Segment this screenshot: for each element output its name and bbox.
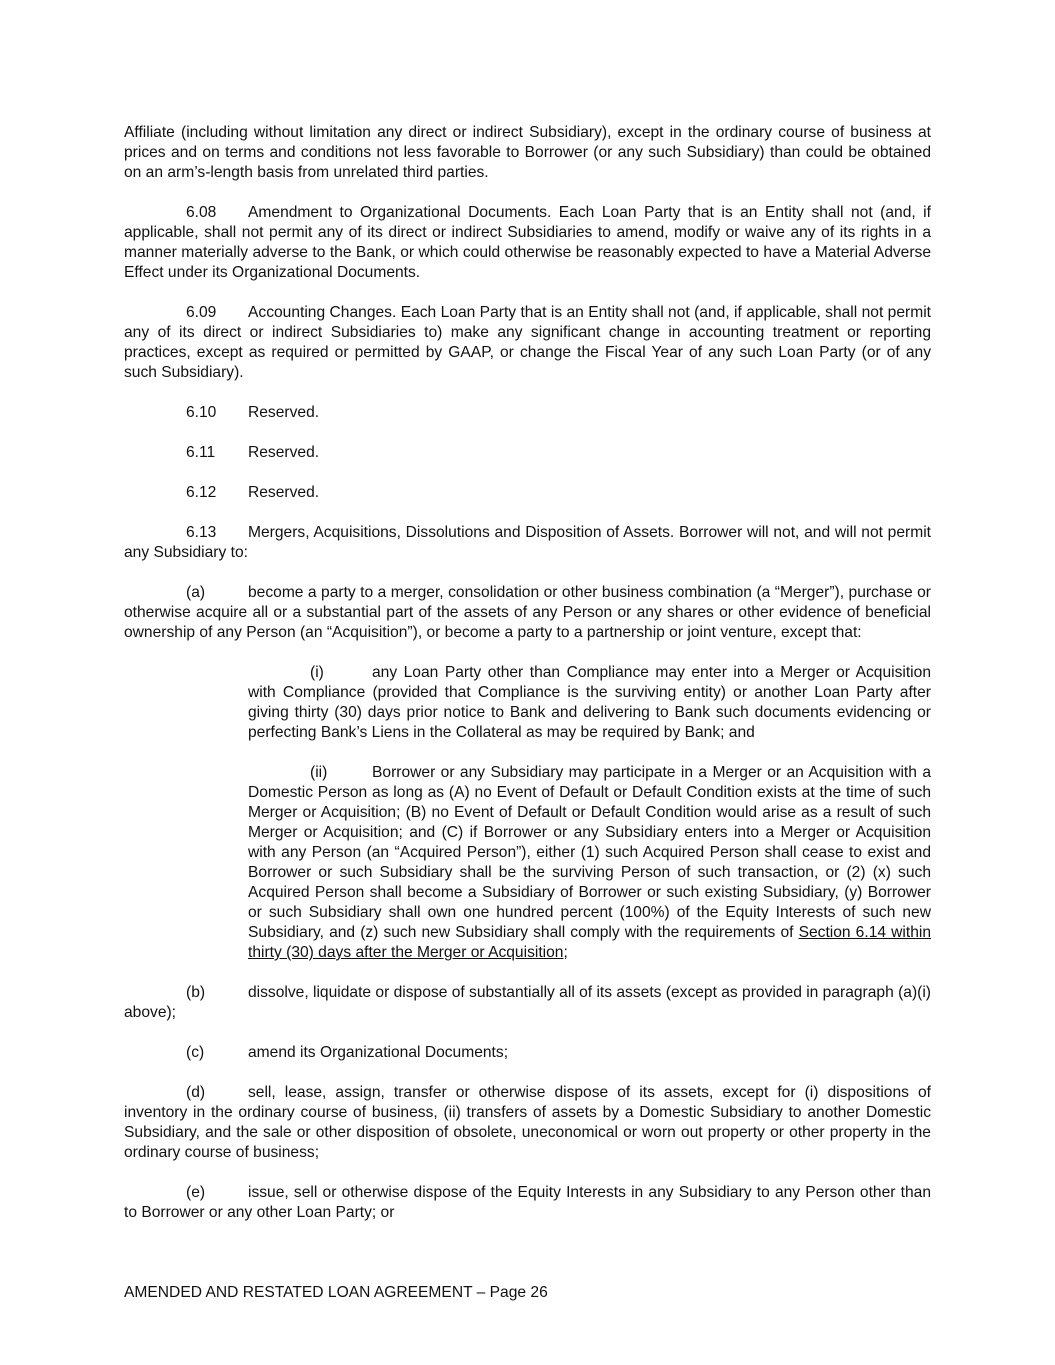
section-text: Reserved. bbox=[248, 404, 320, 421]
section-6-12 bbox=[124, 483, 931, 503]
section-text: Reserved. bbox=[248, 444, 320, 461]
section-6-13 bbox=[124, 523, 931, 563]
clause-text: sell, lease, assign, transfer or otherwise dispose of its assets, except for (i) dispositions of inventory in the ordinary course of business, (ii) transfers of assets by a Domestic Subsidiary to another Domestic Subsidiary, and the sale or other disposition of obsolete, uneconomical or worn out property or other property in the ordinary course of business; bbox=[124, 1084, 931, 1161]
section-heading: Mergers, Acquisitions, Dissolutions and Disposition of Assets. bbox=[248, 524, 675, 541]
clause-label: (e) bbox=[186, 1184, 206, 1201]
section-number: 6.12 bbox=[186, 484, 217, 501]
section-number: 6.09 bbox=[186, 304, 217, 321]
section-text: Each Loan Party that is an Entity shall not (and, if applicable, shall not permit any of its direct or indirect Subsidiaries to) make any significant change in accounting treatment or reporting practices, except as required or permitted by GAAP, or change the Fiscal Year of any such Loan Party (or of any such Subsidiary). bbox=[124, 304, 931, 381]
clause-a bbox=[124, 583, 931, 643]
clause-c bbox=[124, 1043, 931, 1063]
page-footer: AMENDED AND RESTATED LOAN AGREEMENT – Page 26 bbox=[124, 1284, 548, 1301]
section-number: 6.08 bbox=[186, 204, 217, 221]
clause-text: issue, sell or otherwise dispose of the Equity Interests in any Subsidiary to any Person other than to Borrower or any other Loan Party; or bbox=[124, 1184, 931, 1221]
section-reference: Section 6.14 within thirty (30) days after the Merger or Acquisition bbox=[248, 924, 931, 961]
section-text: Reserved. bbox=[248, 484, 320, 501]
clause-b bbox=[124, 983, 931, 1023]
clause-text: amend its Organizational Documents; bbox=[248, 1044, 509, 1061]
clause-label: (i) bbox=[310, 664, 324, 681]
clause-label: (d) bbox=[186, 1084, 206, 1101]
section-6-08 bbox=[124, 203, 931, 283]
intro-paragraph: Affiliate (including without limitation any direct or indirect Subsidiary), except in the ordinary course of business at prices and on terms and conditions not less favorable to Borrower (or any such Subsidiary) than could be obtained on an arm’s-length basis from unrelated third parties. bbox=[124, 124, 931, 181]
section-number: 6.13 bbox=[186, 524, 217, 541]
clause-text: become a party to a merger, consolidation or other business combination (a “Merger”), purchase or otherwise acquire all or a substantial part of the assets of any Person or any shares or other evidence of beneficial ownership of any Person (an “Acquisition”), or become a party to a partnership or joint venture, except that: bbox=[124, 584, 931, 641]
clause-text: any Loan Party other than Compliance may enter into a Merger or Acquisition with Compliance (provided that Compliance is the surviving entity) or another Loan Party after giving thirty (30) days prior notice to Bank and delivering to Bank such documents evidencing or perfecting Bank’s Liens in the Collateral as may be required by Bank; and bbox=[248, 664, 931, 741]
clause-text: Borrower or any Subsidiary may participate in a Merger or an Acquisition with a Domestic Person as long as (A) no Event of Default or Default Condition exists at the time of such Merger or Acquisition; (B) no Event of Default or Default Condition would arise as a result of such Merger or Acquisition; and (C) if Borrower or any Subsidiary enters into a Merger or Acquisition with any Person (an “Acquired Person”), either (1) such Acquired Person shall cease to exist and Borrower or such Subsidiary shall be the surviving Person of such transaction, or (2) (x) such Acquired Person shall become a Subsidiary of Borrower or such existing Subsidiary, (y) Borrower or such Subsidiary shall own one hundred percent (100%) of the Equity Interests of such new Subsidiary, and (z) such new Subsidiary shall comply with the requirements of bbox=[248, 764, 931, 941]
section-heading: Accounting Changes. bbox=[248, 304, 397, 321]
section-heading: Amendment to Organizational Documents. bbox=[248, 204, 552, 221]
section-text: Each Loan Party that is an Entity shall not (and, if applicable, shall not permit any of its direct or indirect Subsidiaries to amend, modify or waive any of its rights in a manner materially adverse to the Bank, or which could otherwise be reasonably expected to have a Material Adverse Effect under its Organizational Documents. bbox=[124, 204, 931, 281]
section-6-11 bbox=[124, 443, 931, 463]
section-number: 6.10 bbox=[186, 404, 217, 421]
clause-a-i bbox=[248, 663, 931, 743]
section-number: 6.11 bbox=[186, 444, 216, 461]
clause-label: (ii) bbox=[310, 764, 328, 781]
clause-a-ii: (ii) Borrower or any Subsidiary may participate in a Merger or an Acquisition with a Domestic Person as long as (A) no Event of Default or Default Condition exists at the time of such Merger or Acquisition; (B) no Event of Default or Default Condition would arise as a result of such Merger or Acquisition; and (C) if Borrower or any Subsidiary enters into a Merger or Acquisition with any Person (an “Acquired Person”), either (1) such Acquired Person shall cease to exist and Borrower or such Subsidiary shall be the surviving Person of such transaction, or (2) (x) such Acquired Person shall become a Subsidiary of Borrower or such existing Subsidiary, (y) Borrower or such Subsidiary shall own one hundred percent (100%) of the Equity Interests of such new Subsidiary, and (z) such new Subsidiary shall comply with the requirements of Section 6.14 within thirty (30) days after the Merger or Acquisition; bbox=[248, 764, 931, 961]
clause-e bbox=[124, 1183, 931, 1223]
clause-label: (c) bbox=[186, 1044, 205, 1061]
section-6-09 bbox=[124, 303, 931, 383]
document-page bbox=[124, 123, 931, 1243]
clause-text: dissolve, liquidate or dispose of substantially all of its assets (except as provided in paragraph (a)(i) above); bbox=[124, 984, 932, 1021]
section-6-10 bbox=[124, 403, 931, 423]
section-text: Borrower will not, and will not permit any Subsidiary to: bbox=[124, 524, 932, 561]
clause-d bbox=[124, 1083, 931, 1163]
clause-label: (a) bbox=[186, 584, 206, 601]
clause-label: (b) bbox=[186, 984, 206, 1001]
